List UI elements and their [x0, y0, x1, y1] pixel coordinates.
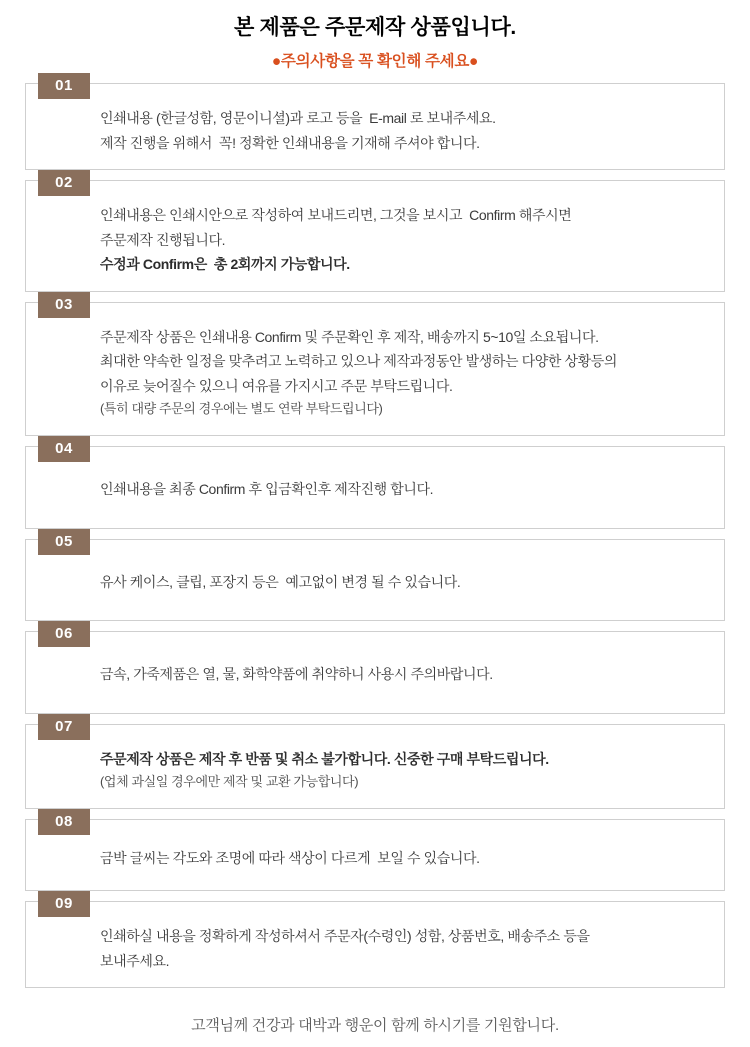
notice-text-line: 주문제작 진행됩니다. [100, 231, 226, 248]
notice-number-badge: 08 [38, 809, 90, 835]
notice-item [25, 717, 725, 809]
notice-number-badge: 01 [38, 73, 90, 99]
notice-text-line: 금속, 가죽제품은 열, 물, 화학약품에 취약하니 사용시 주의바랍니다. [100, 666, 493, 683]
notice-text-line: 인쇄내용을 최종 Confirm 후 입금확인후 제작진행 합니다. [100, 481, 434, 498]
notice-text-line: 인쇄내용 (한글성함, 영문이니셜)과 로고 등을 E-mail 로 보내주세요. [100, 110, 496, 127]
notice-body [26, 902, 724, 987]
notice-body [26, 540, 724, 621]
notice-body [26, 303, 724, 435]
notice-body [26, 820, 724, 891]
notice-text-line: 인쇄내용은 인쇄시안으로 작성하여 보내드리면, 그것을 보시고 Confirm 해주시면 [100, 207, 572, 224]
notice-number-badge: 07 [38, 714, 90, 740]
notice-text-line: 금박 글씨는 각도와 조명에 따라 색상이 다르게 보일 수 있습니다. [100, 849, 480, 866]
footer-message: 고객님께 건강과 대박과 행운이 함께 하시기를 기원합니다. [191, 1017, 559, 1035]
notice-text-line: 이유로 늦어질수 있으니 여유를 가지시고 주문 부탁드립니다. [100, 377, 453, 394]
notice-item [25, 295, 725, 436]
notice-item [25, 812, 725, 892]
notice-text-line: 인쇄하실 내용을 정확하게 작성하셔서 주문자(수령인) 성함, 상품번호, 배송주소 등을 [100, 928, 590, 945]
notice-text-line: 보내주세요. [100, 952, 170, 969]
notice-item [25, 77, 725, 170]
notice-text-line: 수정과 Confirm은 총 2회까지 가능합니다. [100, 256, 350, 273]
notice-number-badge: 05 [38, 529, 90, 555]
notice-text-line: 제작 진행을 위해서 꼭! 정확한 인쇄내용을 기재해 주셔야 합니다. [100, 134, 480, 151]
page-title: 본 제품은 주문제작 상품입니다. [234, 16, 516, 39]
notice-item [25, 625, 725, 714]
notice-text-line: 주문제작 상품은 인쇄내용 Confirm 및 주문확인 후 제작, 배송까지 5~10일 소요됩니다. [100, 328, 599, 345]
notice-item [25, 440, 725, 529]
notice-body [26, 84, 724, 169]
notice-body [26, 632, 724, 713]
notice-text-line: (업체 과실일 경우에만 제작 및 교환 가능합니다) [100, 774, 359, 790]
notice-number-badge: 09 [38, 891, 90, 917]
notice-item [25, 895, 725, 988]
notice-item [25, 174, 725, 292]
notice-number-badge: 04 [38, 436, 90, 462]
notice-number-badge: 02 [38, 170, 90, 196]
notice-text-line: (특히 대량 주문의 경우에는 별도 연락 부탁드립니다) [100, 401, 383, 417]
notice-text-line: 유사 케이스, 클립, 포장지 등은 예고없이 변경 될 수 있습니다. [100, 573, 461, 590]
notice-item [25, 532, 725, 622]
notice-text-line: 주문제작 상품은 제작 후 반품 및 취소 불가합니다. 신중한 구매 부탁드립니다. [100, 750, 549, 767]
notice-body [26, 725, 724, 808]
notice-body [26, 447, 724, 528]
notice-text-line: 최대한 약속한 일정을 맞추려고 노력하고 있으나 제작과정동안 발생하는 다양한 상황등의 [100, 353, 617, 370]
notice-number-badge: 06 [38, 621, 90, 647]
notice-number-badge: 03 [38, 292, 90, 318]
notice-list [25, 77, 725, 988]
page-subtitle: ●주의사항을 꼭 확인해 주세요● [271, 53, 479, 71]
notice-body [26, 181, 724, 291]
